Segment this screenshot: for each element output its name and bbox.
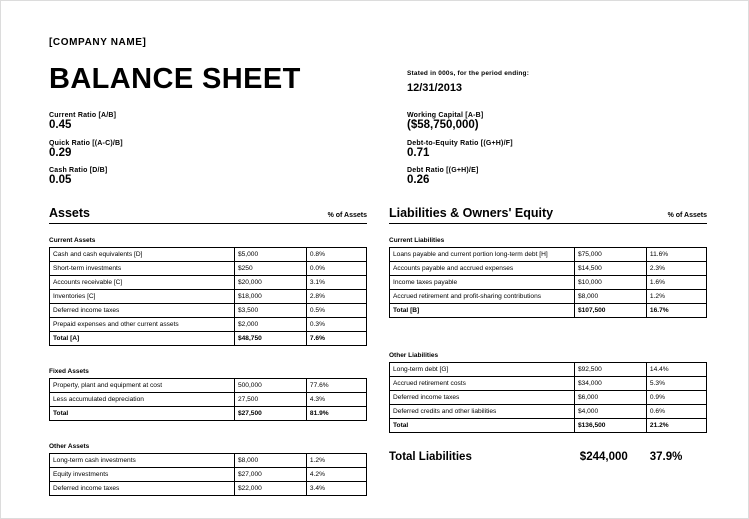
row-pct: 4.3% xyxy=(306,393,366,407)
assets-column xyxy=(49,206,367,496)
table-row xyxy=(390,391,707,405)
row-pct: 0.8% xyxy=(306,248,366,262)
row-pct: 14.4% xyxy=(646,363,706,377)
row-desc: Loans payable and current portion long-term debt [H] xyxy=(390,248,575,262)
row-pct: 0.5% xyxy=(306,304,366,318)
row-pct: 0.9% xyxy=(646,391,706,405)
current-liabilities-group xyxy=(389,237,707,318)
row-desc: Inventories [C] xyxy=(50,290,235,304)
row-amount: $92,500 xyxy=(574,363,646,377)
current-liabilities-title: Current Liabilities xyxy=(389,237,445,245)
ratio-debt-to-equity xyxy=(407,140,707,160)
row-desc: Property, plant and equipment at cost xyxy=(50,379,235,393)
row-desc: Deferred credits and other liabilities xyxy=(390,405,575,419)
row-pct: 1.2% xyxy=(646,290,706,304)
row-amount: $250 xyxy=(234,262,306,276)
current-liabilities-table xyxy=(389,247,707,318)
row-amount: $27,000 xyxy=(234,468,306,482)
table-row xyxy=(390,290,707,304)
table-row xyxy=(50,248,367,262)
fixed-assets-table xyxy=(49,378,367,421)
row-pct: 0.6% xyxy=(646,405,706,419)
current-assets-table xyxy=(49,247,367,346)
row-pct: 0.3% xyxy=(306,318,366,332)
row-desc: Short-term investments xyxy=(50,262,235,276)
row-desc: Equity investments xyxy=(50,468,235,482)
table-row xyxy=(50,276,367,290)
ratio-current xyxy=(49,112,349,132)
table-row xyxy=(50,468,367,482)
table-row-total xyxy=(390,419,707,433)
row-desc: Total xyxy=(390,419,575,433)
row-pct: 2.8% xyxy=(306,290,366,304)
row-desc: Deferred income taxes xyxy=(50,304,235,318)
table-row xyxy=(50,454,367,468)
table-row xyxy=(50,482,367,496)
table-row-total xyxy=(50,407,367,421)
period-box xyxy=(407,64,707,94)
table-row xyxy=(50,262,367,276)
other-assets-title: Other Assets xyxy=(49,443,90,451)
row-amount: $34,000 xyxy=(574,377,646,391)
other-liabilities-group xyxy=(389,352,707,433)
ratio-cash-label: Cash Ratio [D/B] xyxy=(49,166,108,174)
row-amount: $75,000 xyxy=(574,248,646,262)
row-amount: $22,000 xyxy=(234,482,306,496)
row-desc: Prepaid expenses and other current assets xyxy=(50,318,235,332)
other-liabilities-table xyxy=(389,362,707,433)
table-row xyxy=(390,276,707,290)
page-content xyxy=(49,37,707,496)
row-amount: $4,000 xyxy=(574,405,646,419)
fixed-assets-group xyxy=(49,368,367,421)
row-amount: $8,000 xyxy=(574,290,646,304)
row-desc: Accounts receivable [C] xyxy=(50,276,235,290)
row-amount: $18,000 xyxy=(234,290,306,304)
total-liabilities-pct: 37.9% xyxy=(649,451,683,464)
ratio-cash-value: 0.05 xyxy=(49,173,72,186)
ratio-debt-value: 0.26 xyxy=(407,173,430,186)
table-row xyxy=(50,304,367,318)
table-row xyxy=(50,393,367,407)
total-liabilities-label: Total Liabilities xyxy=(389,451,472,464)
table-row xyxy=(50,290,367,304)
assets-section-title: Assets xyxy=(49,206,90,221)
row-amount: $10,000 xyxy=(574,276,646,290)
row-desc: Accounts payable and accrued expenses xyxy=(390,262,575,276)
period-date: 12/31/2013 xyxy=(407,82,463,94)
row-pct: 5.3% xyxy=(646,377,706,391)
row-amount: $3,500 xyxy=(234,304,306,318)
row-amount: $107,500 xyxy=(574,304,646,318)
period-note: Stated in 000s, for the period ending: xyxy=(407,70,530,77)
row-amount: $20,000 xyxy=(234,276,306,290)
ratio-debt-to-equity-label: Debt-to-Equity Ratio [(G+H)/F] xyxy=(407,139,513,147)
row-amount: 500,000 xyxy=(234,379,306,393)
row-amount: $6,000 xyxy=(574,391,646,405)
row-pct: 7.6% xyxy=(306,332,366,346)
row-amount: $8,000 xyxy=(234,454,306,468)
row-desc: Total [A] xyxy=(50,332,235,346)
ratio-working-capital-value: ($58,750,000) xyxy=(407,119,479,132)
ratios-right-column xyxy=(407,112,707,194)
ratio-current-value: 0.45 xyxy=(49,119,72,132)
table-row xyxy=(390,405,707,419)
table-row-total xyxy=(390,304,707,318)
other-liabilities-title: Other Liabilities xyxy=(389,352,439,360)
row-pct: 16.7% xyxy=(646,304,706,318)
table-row-total xyxy=(50,332,367,346)
table-row xyxy=(390,248,707,262)
row-desc: Total [B] xyxy=(390,304,575,318)
ratios-section xyxy=(49,112,707,194)
table-row xyxy=(50,318,367,332)
row-amount: $27,500 xyxy=(234,407,306,421)
row-amount: $136,500 xyxy=(574,419,646,433)
ratio-working-capital-label: Working Capital [A-B] xyxy=(407,112,484,120)
row-desc: Accrued retirement costs xyxy=(390,377,575,391)
total-liabilities-amount: $244,000 xyxy=(579,451,628,464)
other-assets-table xyxy=(49,453,367,496)
liabilities-section-header xyxy=(389,206,707,224)
liabilities-pct-header: % of Assets xyxy=(667,212,707,220)
row-desc: Long-term debt [G] xyxy=(390,363,575,377)
statement-columns xyxy=(49,206,707,496)
assets-pct-header: % of Assets xyxy=(327,212,367,220)
row-desc: Total xyxy=(50,407,235,421)
fixed-assets-title: Fixed Assets xyxy=(49,368,89,376)
liabilities-column xyxy=(389,206,707,496)
other-assets-group xyxy=(49,443,367,496)
ratio-cash xyxy=(49,167,349,187)
row-pct: 2.3% xyxy=(646,262,706,276)
title-row xyxy=(49,64,707,94)
ratios-left-column xyxy=(49,112,349,194)
ratio-debt-label: Debt Ratio [(G+H)/E] xyxy=(407,166,479,174)
row-pct: 11.6% xyxy=(646,248,706,262)
row-desc: Less accumulated depreciation xyxy=(50,393,235,407)
row-amount: $48,750 xyxy=(234,332,306,346)
table-row xyxy=(390,363,707,377)
row-pct: 1.6% xyxy=(646,276,706,290)
ratio-debt xyxy=(407,167,707,187)
table-row xyxy=(390,262,707,276)
row-pct: 77.6% xyxy=(306,379,366,393)
row-desc: Deferred income taxes xyxy=(390,391,575,405)
ratio-quick xyxy=(49,140,349,160)
row-amount: $14,500 xyxy=(574,262,646,276)
row-desc: Deferred income taxes xyxy=(50,482,235,496)
row-amount: $2,000 xyxy=(234,318,306,332)
current-assets-group xyxy=(49,237,367,346)
company-name: [COMPANY NAME] xyxy=(49,37,147,48)
row-desc: Income taxes payable xyxy=(390,276,575,290)
total-liabilities-row xyxy=(389,451,707,463)
row-desc: Cash and cash equivalents [D] xyxy=(50,248,235,262)
ratio-debt-to-equity-value: 0.71 xyxy=(407,146,430,159)
ratio-quick-value: 0.29 xyxy=(49,146,72,159)
ratio-quick-label: Quick Ratio [(A-C)/B] xyxy=(49,139,123,147)
ratio-working-capital xyxy=(407,112,707,132)
current-assets-title: Current Assets xyxy=(49,237,96,245)
liabilities-section-title: Liabilities & Owners' Equity xyxy=(389,206,554,221)
row-pct: 4.2% xyxy=(306,468,366,482)
assets-section-header xyxy=(49,206,367,224)
row-pct: 81.9% xyxy=(306,407,366,421)
row-desc: Accrued retirement and profit-sharing contributions xyxy=(390,290,575,304)
ratio-current-label: Current Ratio [A/B] xyxy=(49,112,117,120)
row-amount: $5,000 xyxy=(234,248,306,262)
row-pct: 1.2% xyxy=(306,454,366,468)
row-pct: 3.4% xyxy=(306,482,366,496)
row-pct: 3.1% xyxy=(306,276,366,290)
row-pct: 21.2% xyxy=(646,419,706,433)
table-row xyxy=(50,379,367,393)
row-pct: 0.0% xyxy=(306,262,366,276)
row-amount: 27,500 xyxy=(234,393,306,407)
row-desc: Long-term cash investments xyxy=(50,454,235,468)
table-row xyxy=(390,377,707,391)
page-title: BALANCE SHEET xyxy=(49,63,301,95)
